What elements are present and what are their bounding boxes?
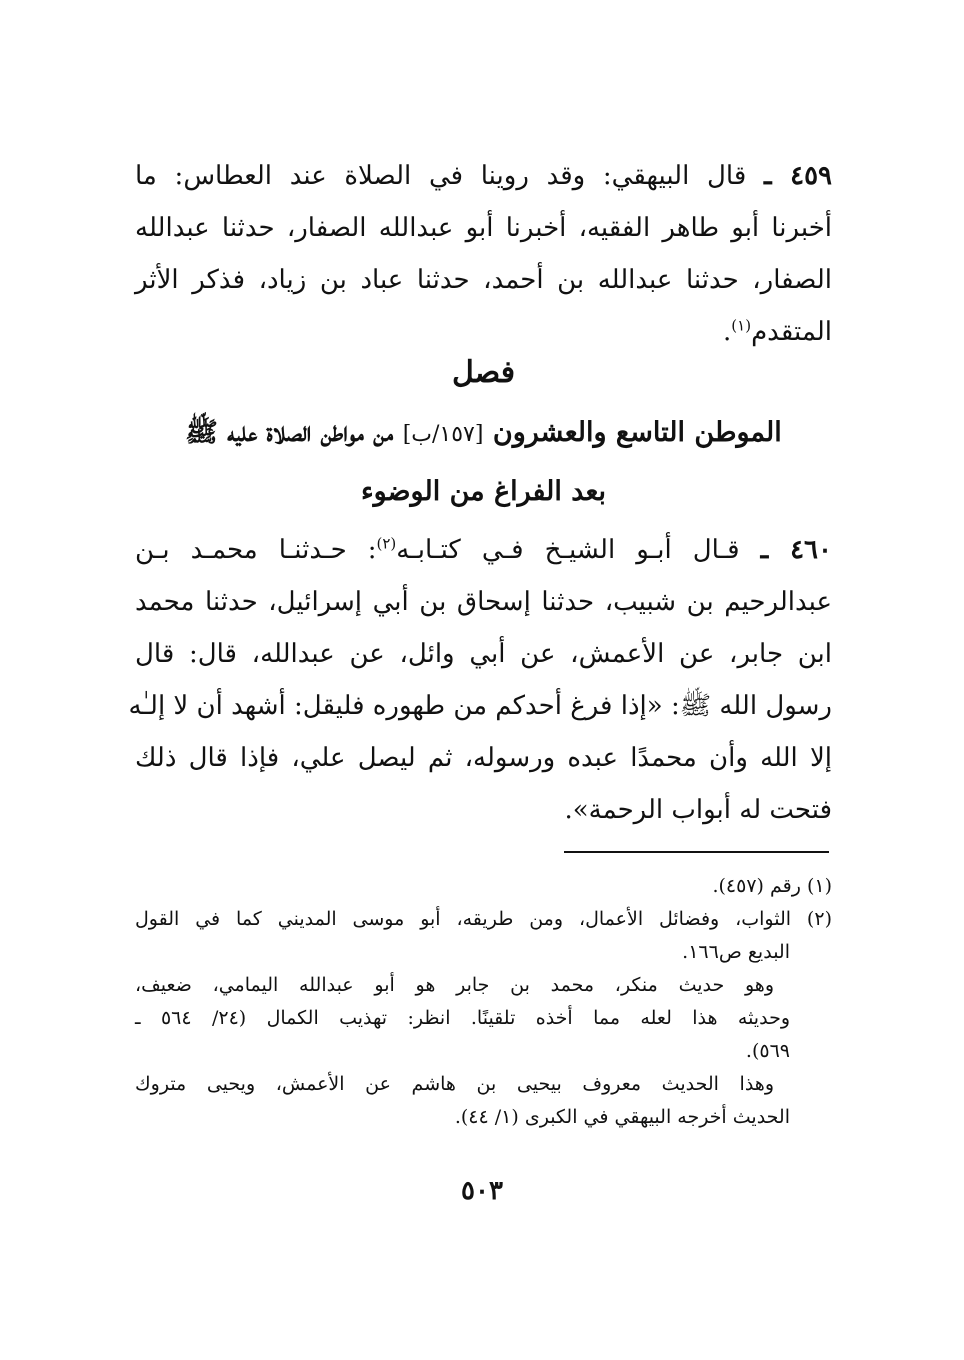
paragraph-460-line-6: فتحت له أبواب الرحمة». bbox=[564, 795, 832, 825]
footnote-ref: (٢) bbox=[376, 534, 397, 553]
paragraph-460-line-1 bbox=[135, 524, 832, 576]
footnote-separator bbox=[564, 851, 829, 853]
paragraph-459 bbox=[135, 150, 832, 358]
paragraph-text: : حـدثنـا محمـد بـن bbox=[135, 535, 377, 565]
heading-text: من مواطن الصلاة عليه ﷺ bbox=[185, 417, 394, 448]
footnote-2-line-6: وهذا الحديث معروف بيحيى بن هاشم عن الأعمش، ويحيى متروك bbox=[135, 1073, 774, 1095]
paragraph-459-line-1 bbox=[135, 150, 832, 202]
folio-marker: [١٥٧/ب] bbox=[402, 422, 484, 447]
section-heading-line-2: بعد الفراغ من الوضوء bbox=[360, 476, 607, 507]
footnote-2-line-2: البديع ص١٦٦. bbox=[682, 941, 790, 963]
paragraph-text: المتقدم bbox=[751, 317, 832, 347]
paragraph-text: قـال أبـو الشيـخ فـي كتـابـه bbox=[396, 535, 740, 565]
footnotes bbox=[135, 870, 832, 1134]
paragraph-459-line-3: الصفار، حدثنا عبدالله بن أحمد، حدثنا عباد بن زياد، فذكر الأثر bbox=[135, 265, 833, 295]
footnote-2-line-4: وحديثه هذا لعله مما أخذه تلقينًا. انظر: تهذيب الكمال (٢٤/ ٥٦٤ ـ bbox=[135, 1007, 790, 1029]
footnote-2-line-3: وهو حديث منكر، محمد بن جابر هو أبو عبدالله اليمامي، ضعيف، bbox=[135, 974, 774, 996]
paragraph-number: ٤٥٩ ـ bbox=[764, 161, 833, 191]
paragraph-460 bbox=[128, 524, 832, 836]
paragraph-460-line-2: عبدالرحيم بن شبيب، حدثنا إسحاق بن أبي إسرائيل، حدثنا محمد bbox=[135, 587, 832, 617]
paragraph-460-line-4: رسول الله ﷺ: «إذا فرغ أحدكم من طهوره فليقل: أشهد أن لا إلـٰه bbox=[128, 691, 832, 721]
footnote-1: (١) رقم (٤٥٧). bbox=[712, 875, 832, 897]
section-heading-line-1 bbox=[135, 405, 832, 463]
paragraph-text: . bbox=[723, 317, 732, 347]
footnote-ref: (١) bbox=[731, 316, 752, 335]
paragraph-459-line-2: أخبرنا أبو طاهر الفقيه، أخبرنا أبو عبدالله الصفار، حدثنا عبدالله bbox=[135, 213, 832, 243]
paragraph-number: ٤٦٠ ـ bbox=[760, 535, 832, 565]
footnote-2-line-7: الحديث أخرجه البيهقي في الكبرى (١/ ٤٤). bbox=[454, 1106, 790, 1128]
paragraph-text: قال البيهقي: وقد روينا في الصلاة عند العطاس: ما bbox=[135, 161, 747, 191]
paragraph-460-line-5: إلا الله وأن محمدًا عبده ورسوله، ثم ليصل علي، فإذا قال ذلك bbox=[135, 743, 832, 773]
footnote-2-line-1: (٢) الثواب، وفضائل الأعمال، ومن طريقه، أبو موسى المديني كما في القول bbox=[135, 908, 832, 930]
paragraph-460-line-3: ابن جابر، عن الأعمش، عن أبي وائل، عن عبدالله، قال: قال bbox=[135, 639, 832, 669]
section-title: فصل bbox=[451, 355, 516, 390]
heading-text: الموطن التاسع والعشرون bbox=[492, 417, 782, 448]
page-number: ٥٠٣ bbox=[461, 1176, 503, 1206]
footnote-2-line-5: ٥٦٩). bbox=[745, 1040, 790, 1062]
